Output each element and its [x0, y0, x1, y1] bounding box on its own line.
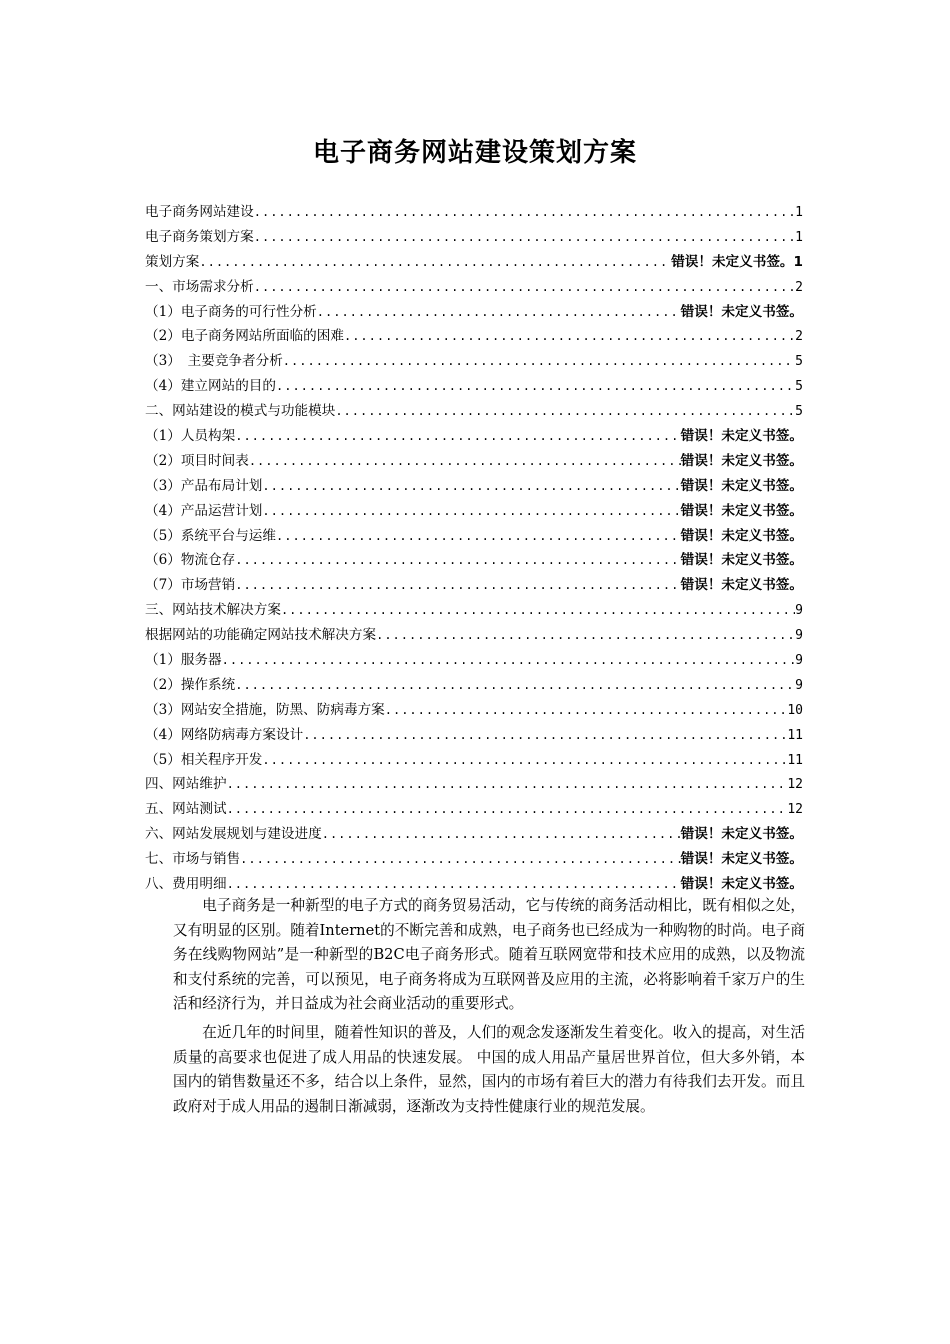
body-paragraph: 在近几年的时间里，随着性知识的普及，人们的观念发逐渐发生着变化。收入的提高，对生活质量的高要求也促进了成人用品的快速发展。 中国的成人用品产量居世界首位，但大多外销，本国内的销售数量还不多，结合以上条件，显然，国内的市场有着巨大的潜力有待我们去开发。而且政府对于成人用品的遏制日渐减弱，逐渐改为支持性健康行业的规范发展。: [173, 1023, 805, 1115]
toc-page-number: 9: [795, 653, 803, 669]
toc-dot-leader: [335, 404, 795, 418]
toc-bookmark-error: 错误！未定义书签。: [680, 477, 803, 494]
toc-entry-text: 电子商务网站建设: [145, 204, 254, 220]
toc-entry[interactable]: [145, 200, 803, 225]
toc-bookmark-error: 错误！未定义书签。: [680, 577, 803, 594]
toc-page-number: 5: [795, 354, 803, 370]
toc-dot-leader: [262, 504, 680, 518]
toc-dot-leader: [276, 529, 681, 543]
toc-dot-leader: [227, 877, 681, 891]
toc-dot-leader: [235, 578, 680, 592]
toc-entry[interactable]: [145, 424, 803, 449]
toc-entry[interactable]: [145, 324, 803, 349]
toc-entry[interactable]: [145, 474, 803, 499]
toc-entry[interactable]: [145, 598, 803, 623]
toc-entry-text: （2）项目时间表: [145, 452, 249, 469]
toc-page-number: 12: [787, 777, 803, 793]
toc-entry-text: 电子商务策划方案: [145, 228, 254, 245]
toc-bookmark-error: 错误！未定义书签。: [680, 428, 803, 445]
toc-dot-leader: [276, 379, 795, 393]
toc-entry-text: （4）建立网站的目的: [145, 378, 276, 395]
toc-entry-text: （3） 主要竞争者分析: [145, 353, 283, 370]
toc-entry-text: （6）物流仓存: [145, 552, 236, 569]
toc-dot-leader: [254, 205, 795, 219]
toc-bookmark-error: 错误！未定义书签。: [680, 502, 803, 519]
toc-dot-leader: [240, 852, 681, 866]
toc-entry-text: 七、市场与销售: [145, 851, 241, 868]
toc-dot-leader: [222, 653, 796, 667]
toc-entry-text: 一、市场需求分析: [145, 278, 254, 295]
toc-entry[interactable]: [145, 623, 803, 648]
toc-entry-text: 根据网站的功能确定网站技术解决方案: [145, 627, 377, 644]
toc-page-number: 1: [795, 229, 803, 245]
toc-dot-leader: [376, 628, 795, 642]
toc-page-number: 9: [795, 628, 803, 644]
toc-entry[interactable]: [145, 822, 803, 847]
toc-dot-leader: [317, 305, 681, 319]
toc-page-number: 2: [795, 279, 803, 295]
toc-entry-text: 策划方案: [145, 253, 200, 270]
toc-entry-text: 五、网站测试: [145, 801, 227, 818]
toc-entry-text: 四、网站维护: [145, 776, 227, 793]
toc-dot-leader: [281, 603, 795, 617]
toc-entry[interactable]: [145, 548, 803, 573]
toc-dot-leader: [262, 479, 680, 493]
toc-entry[interactable]: [145, 797, 803, 822]
toc-dot-leader: [283, 354, 795, 368]
toc-entry[interactable]: [145, 449, 803, 474]
toc-entry-text: （1）人员构架: [145, 428, 236, 445]
toc-dot-leader: [303, 728, 787, 742]
toc-bookmark-error: 错误！未定义书签。: [680, 552, 803, 569]
toc-page-number: 5: [795, 379, 803, 395]
toc-bookmark-error: 错误！未定义书签。: [680, 452, 803, 469]
toc-entry[interactable]: [145, 748, 803, 773]
toc-bookmark-error: 错误！未定义书签。: [680, 851, 803, 868]
toc-entry[interactable]: [145, 772, 803, 797]
toc-page-number: 1: [795, 205, 803, 220]
toc-entry[interactable]: [145, 349, 803, 374]
toc-entry-text: （1）服务器: [145, 652, 222, 669]
toc-entry-text: 二、网站建设的模式与功能模块: [145, 403, 336, 420]
toc-entry-text: 六、网站发展规划与建设进度: [145, 826, 322, 843]
toc-entry[interactable]: [145, 275, 803, 300]
toc-page-number: 11: [787, 752, 803, 768]
toc-dot-leader: [235, 553, 680, 567]
body-text: [173, 894, 805, 1123]
toc-dot-leader: [227, 777, 788, 791]
toc-bookmark-error: 错误！未定义书签。: [680, 826, 803, 843]
toc-entry[interactable]: [145, 374, 803, 399]
toc-entry-text: （4）网络防病毒方案设计: [145, 726, 304, 743]
toc-dot-leader: [227, 802, 788, 816]
toc-entry-text: （3）网站安全措施，防黑、防病毒方案: [145, 701, 385, 718]
toc-entry-text: （5）系统平台与运维: [145, 527, 276, 544]
toc-bookmark-error: 错误！未定义书签。: [680, 303, 803, 320]
toc-entry-text: （2）操作系统: [145, 676, 236, 693]
toc-dot-leader: [344, 329, 795, 343]
toc-entry[interactable]: [145, 673, 803, 698]
toc-entry[interactable]: [145, 648, 803, 673]
toc-dot-leader: [322, 827, 681, 841]
toc-entry-text: （5）相关程序开发: [145, 751, 263, 768]
toc-page-number: 12: [787, 802, 803, 818]
toc-dot-leader: [254, 230, 795, 244]
toc-entry-text: 八、费用明细: [145, 876, 227, 893]
toc-entry-text: （3）产品布局计划: [145, 477, 263, 494]
toc-entry[interactable]: [145, 723, 803, 748]
toc-entry-text: （1）电子商务的可行性分析: [145, 303, 317, 320]
document-title: 电子商务网站建设策划方案: [312, 138, 637, 168]
table-of-contents: [145, 200, 803, 897]
toc-bookmark-error: 错误！未定义书签。: [680, 527, 803, 544]
toc-entry[interactable]: [145, 250, 803, 275]
toc-entry[interactable]: [145, 698, 803, 723]
toc-page-number: 5: [795, 404, 803, 420]
toc-page-number: 9: [795, 603, 803, 619]
toc-bookmark-error: 错误！未定义书签。: [680, 876, 803, 893]
body-paragraph: 电子商务是一种新型的电子方式的商务贸易活动，它与传统的商务活动相比，既有相似之处，又有明显的区别。随着Internet的不断完善和成熟，电子商务也已经成为一种购物的时尚。电子商务在线购物网站”是一种新型的B2C电子商务形式。随着互联网宽带和技术应用的成熟，以及物流和支付系统的完善，可以预见，电子商务将成为互联网普及应用的主流，必将影响着千家万户的生活和经济行为，并日益成为社会商业活动的重要形式。: [173, 897, 805, 1013]
toc-entry[interactable]: [145, 847, 803, 872]
toc-entry[interactable]: [145, 524, 803, 549]
toc-entry[interactable]: [145, 573, 803, 598]
toc-entry[interactable]: [145, 300, 803, 325]
toc-entry-text: （4）产品运营计划: [145, 502, 263, 519]
toc-entry[interactable]: [145, 399, 803, 424]
toc-dot-leader: [262, 753, 787, 767]
toc-page-number: 9: [795, 677, 803, 693]
toc-dot-leader: [254, 280, 795, 294]
toc-dot-leader: [385, 703, 788, 717]
toc-entry-text: （2）电子商务网站所面临的困难: [145, 328, 344, 345]
toc-dot-leader: [249, 454, 681, 468]
toc-dot-leader: [199, 255, 671, 269]
toc-bookmark-error: 错误！未定义书签。1: [671, 253, 803, 270]
toc-entry[interactable]: [145, 499, 803, 524]
toc-page-number: 11: [787, 727, 803, 743]
toc-dot-leader: [235, 429, 680, 443]
toc-dot-leader: [235, 678, 795, 692]
toc-entry[interactable]: [145, 225, 803, 250]
toc-entry-text: （7）市场营销: [145, 577, 236, 594]
toc-entry-text: 三、网站技术解决方案: [145, 602, 281, 619]
toc-page-number: 10: [787, 702, 803, 718]
toc-page-number: 2: [795, 329, 803, 345]
